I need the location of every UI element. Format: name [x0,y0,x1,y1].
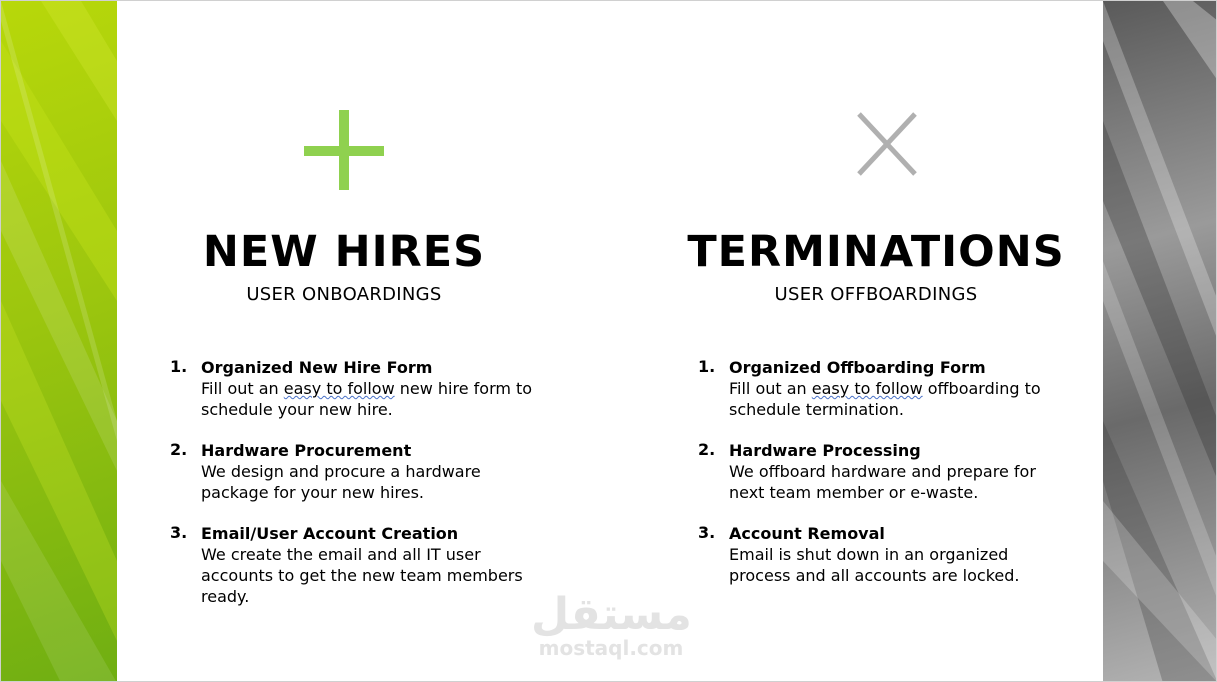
item-description-line: We offboard hardware and prepare for [729,462,1036,481]
list-item [170,523,590,607]
item-description-line: Email is shut down in an organized [729,545,1009,564]
item-description-line: schedule your new hire. [201,400,393,419]
desc-text: new hire form to [394,379,533,398]
list-item [170,357,590,420]
watermark-logo [531,589,692,660]
item-description-line: We design and procure a hardware [201,462,481,481]
item-number: 2. [698,440,716,459]
item-description-line: ready. [201,587,250,606]
gray-band-pattern [1103,1,1217,682]
item-title: Organized Offboarding Form [729,358,986,377]
item-number: 1. [698,357,716,376]
desc-text: Fill out an [201,379,284,398]
item-number: 2. [170,440,188,459]
item-number: 3. [698,523,716,542]
item-description-line: schedule termination. [729,400,904,419]
item-description-line: process and all accounts are locked. [729,566,1020,585]
plus-icon [304,110,384,190]
list-item [698,523,1098,586]
green-band-pattern [1,1,117,682]
green-decorative-band [1,1,117,682]
new-hires-subtitle: USER ONBOARDINGS [246,284,442,305]
item-title: Account Removal [729,524,885,543]
item-title: Email/User Account Creation [201,524,459,543]
list-item [698,357,1098,420]
new-hires-title: NEW HIRES [202,227,486,277]
item-title: Organized New Hire Form [201,358,433,377]
list-item [698,440,1098,503]
desc-text: Fill out an [729,379,812,398]
spellcheck-underlined-text: easy to follow [811,379,923,398]
item-description [201,378,590,399]
gray-decorative-band [1103,1,1217,682]
item-description [729,378,1098,399]
offboarding-list [698,357,1098,606]
item-description-line: accounts to get the new team members [201,566,523,585]
watermark-arabic: مستقل [531,589,692,640]
spellcheck-underlined-text: easy to follow [283,379,395,398]
terminations-title: TERMINATIONS [687,227,1065,277]
item-description-line: next team member or e-waste. [729,483,979,502]
list-item [170,440,590,503]
item-description-line: We create the email and all IT user [201,545,481,564]
item-number: 3. [170,523,188,542]
onboarding-list [170,357,590,627]
item-number: 1. [170,357,188,376]
terminations-subtitle: USER OFFBOARDINGS [774,284,978,305]
item-description-line: package for your new hires. [201,483,425,502]
watermark-latin: mostaql.com [538,636,684,660]
item-title: Hardware Processing [729,441,921,460]
x-icon [855,112,919,176]
desc-text: offboarding to [922,379,1041,398]
item-title: Hardware Procurement [201,441,412,460]
